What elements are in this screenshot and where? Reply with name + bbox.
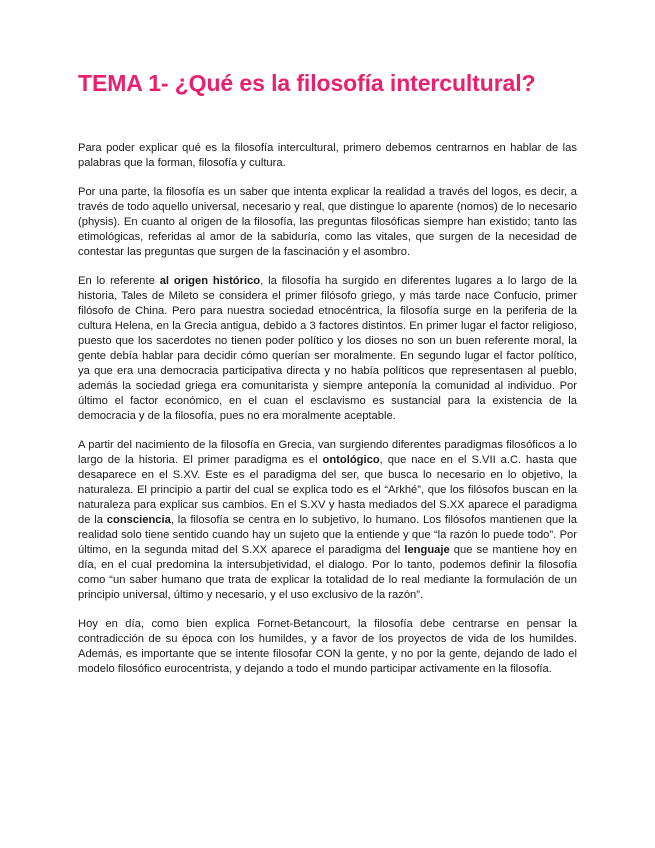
page-title: TEMA 1- ¿Qué es la filosofía intercultural? — [78, 70, 536, 96]
document-body — [78, 141, 577, 677]
paragraph-text: , la filosofía se centra en lo subjetivo, lo humano. Los filósofos mantienen que la realidad solo tiene sentido cuando hay un sujeto que la entiende y que “la razón lo puede todo”. Por último, en la segunda mitad del S.XX aparece el paradigma del — [78, 514, 577, 556]
bold-term: consciencia — [106, 514, 171, 526]
paragraph-text: Hoy en día, como bien explica Fornet-Betancourt, la filosofía debe centrarse en pensar la contradicción de su época con los humildes, y a favor de los proyectos de vida de los humildes. Además, es importante que se intente filosofar CON la gente, y no por la gente, dejando de lado el modelo filosófico eurocentrista, y dejando a todo el mundo participar activamente en la filosofía. — [78, 618, 577, 675]
paragraph — [78, 274, 577, 424]
paragraph — [78, 617, 577, 677]
paragraph-text: , la filosofía ha surgido en diferentes lugares a lo largo de la historia, Tales de Mileto se considera el primer filósofo griego, y más tarde nace Confucio, primer filósofo de China. Pero para nuestra sociedad etnocéntrica, la filosofía surge en la periferia de la cultura Helena, en la Grecia antigua, debido a 3 factores distintos. En primer lugar el factor religioso, puesto que los sacerdotes no tienen poder político y los dioses no son un buen referente moral, la gente debía hablar para decidir cómo querían ser moralmente. En segundo lugar el factor político, ya que era una democracia participativa directa y no había políticos que representasen al pueblo, además la sociedad griega era comunitarista y siempre anteponía la comunidad al individuo. Por último el factor económico, en el cuan el esclavismo es sustancial para la existencia de la democracia y de la filosofía, pues no era moralmente aceptable. — [78, 275, 577, 422]
paragraph — [78, 438, 577, 603]
bold-term: lenguaje — [404, 544, 450, 556]
paragraph-text: , que nace en el S.VII a.C. hasta que desaparece en el S.XV. Este es el paradigma del ser, que busca lo necesario en lo objetivo, la naturaleza. El principio a partir del cual se explica todo es el “Arkhé”, que los filósofos buscan en la naturaleza para explicar sus cambios. En el S.XV y hasta mediados del S.XX aparece el paradigma de la — [78, 454, 577, 526]
paragraph-text: que se mantiene hoy en día, en el cual predomina la intersubjetividad, el dialogo. Por lo tanto, podemos definir la filosofía como “un saber humano que trata de explicar la totalidad de lo real mediante la formulación de un principio universal, último y necesario, y el uso exclusivo de la razón”. — [78, 544, 577, 601]
paragraph — [78, 141, 577, 171]
paragraph — [78, 185, 577, 260]
paragraph-text: Por una parte, la filosofía es un saber que intenta explicar la realidad a través del logos, es decir, a través de todo aquello universal, necesario y real, que distingue lo aparente (nomos) de lo necesario (physis). En cuanto al origen de la filosofía, las preguntas filosóficas siempre han existido; tanto las etimológicas, referidas al amor de la sabiduría, como las vitales, que surgen de la necesidad de contestar las preguntas que surgen de la fascinación y el asombro. — [78, 186, 577, 258]
paragraph-text: A partir del nacimiento de la filosofía en Grecia, van surgiendo diferentes paradigmas filosóficos a lo largo de la historia. El primer paradigma es el — [78, 439, 577, 466]
paragraph-text: Para poder explicar qué es la filosofía intercultural, primero debemos centrarnos en hablar de las palabras que la forman, filosofía y cultura. — [78, 142, 577, 169]
bold-term: ontológico — [322, 454, 380, 466]
bold-term: al origen histórico — [159, 275, 261, 287]
paragraph-text: En lo referente — [78, 275, 160, 287]
